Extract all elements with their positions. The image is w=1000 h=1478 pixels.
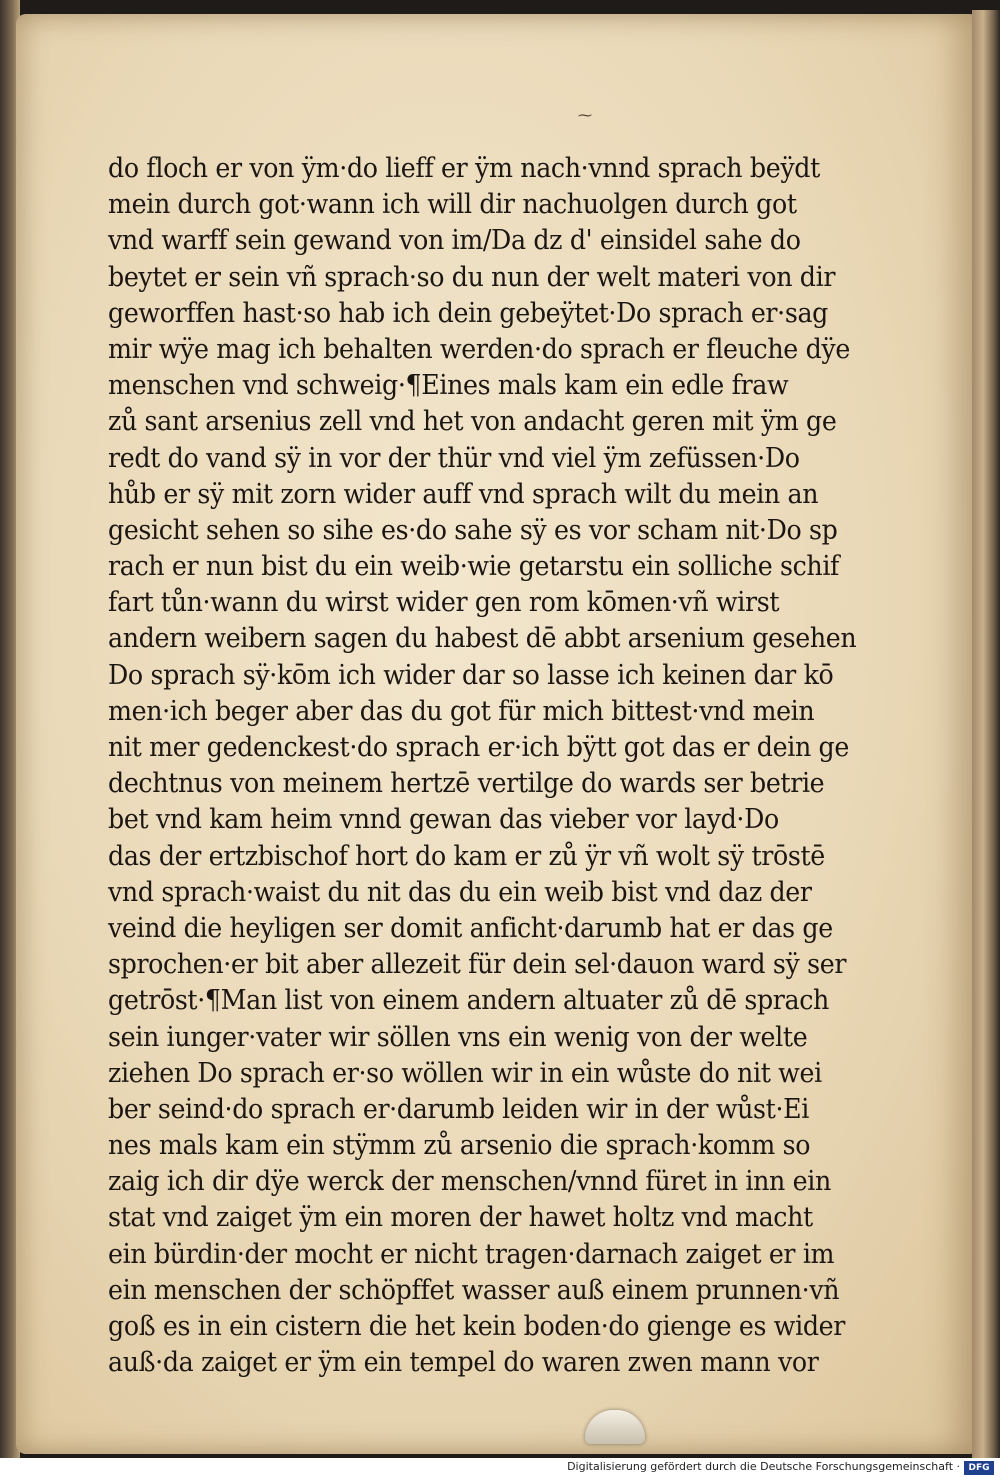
text-line: nit mer gedenckest·do sprach er·ich bÿtt got das er dein ge	[108, 731, 850, 763]
text-line: bet vnd kam heim vnnd gewan das vieber vor layd·Do	[108, 803, 779, 836]
text-line: nes mals kam ein stÿmm zů arsenio die sprach·komm so	[108, 1129, 811, 1162]
text-line: mein durch got·wann ich will dir nachuolgen durch got	[108, 188, 797, 221]
text-line: stat vnd zaiget ÿm ein moren der hawet holtz vnd macht	[108, 1201, 813, 1234]
text-line: geworffen hast·so hab ich dein gebeÿtet·Do sprach er·sag	[108, 296, 828, 329]
text-line: beytet er sein vñ sprach·so du nun der welt materi von dir	[108, 260, 836, 293]
ornament-mark: ⁓	[578, 108, 592, 124]
text-line: ber seind·do sprach er·darumb leiden wir in der wůst·Ei	[108, 1092, 809, 1125]
text-line: getrōst·¶Man list von einem andern altuater zů dē sprach	[108, 984, 829, 1017]
text-line: ziehen Do sprach er·so wöllen wir in ein wůste do nit wei	[108, 1056, 822, 1089]
text-line: vnd sprach·waist du nit das du ein weib bist vnd daz der	[108, 875, 812, 908]
text-line: Do sprach sÿ·kōm ich wider dar so lasse ich keinen dar kō	[108, 658, 834, 691]
text-line: gesicht sehen so sihe es·do sahe sÿ es vor scham nit·Do sp	[108, 513, 838, 546]
text-line: mir wÿe mag ich behalten werden·do sprach er fleuche dÿe	[108, 332, 850, 365]
text-line: ein menschen der schöpffet wasser auß einem prunnen·vñ	[108, 1273, 840, 1306]
text-line: menschen vnd schweig·¶Eines mals kam ein edle fraw	[108, 369, 789, 402]
text-line: das der ertzbischof hort do kam er zů ÿr vñ wolt sÿ trōstē	[108, 839, 825, 872]
text-line: veind die heyligen ser domit anficht·darumb hat er das ge	[108, 911, 833, 944]
text-line: sprochen·er bit aber allezeit für dein sel·dauon ward sÿ ser	[108, 948, 847, 981]
text-line: fart tůn·wann du wirst wider gen rom kōmen·vñ wirst	[108, 586, 780, 619]
text-line: do floch er von ÿm·do lieff er ÿm nach·vnnd sprach beÿdt	[108, 152, 820, 184]
funding-credit: Digitalisierung gefördert durch die Deutsche Forschungsgemeinschaft ·	[567, 1460, 960, 1473]
text-line: dechtnus von meinem hertzē vertilge do wards ser betrie	[108, 767, 825, 800]
text-line: goß es in ein cistern die het kein boden·do gienge es wider	[108, 1310, 845, 1342]
text-line: men·ich beger aber das du got für mich bittest·vnd mein	[108, 694, 815, 727]
show-through-text	[170, 100, 590, 140]
text-line: ein bürdin·der mocht er nicht tragen·darnach zaiget er im	[108, 1237, 835, 1270]
text-line: andern weibern sagen du habest dē abbt arsenium gesehen	[108, 622, 857, 655]
book-gutter	[972, 10, 1000, 1460]
body-text	[108, 150, 857, 1380]
text-line: sein iunger·vater wir söllen vns ein wenig von der welte	[108, 1020, 808, 1053]
text-line: vnd warff sein gewand von im/Da dz d' einsidel sahe do	[108, 224, 801, 257]
footer-bar	[0, 1458, 1000, 1478]
text-line: rach er nun bist du ein weib·wie getarstu ein solliche schif	[108, 550, 840, 583]
dfg-logo: DFG	[964, 1461, 994, 1475]
text-line: auß·da zaiget er ÿm ein tempel do waren zwen mann vor	[108, 1346, 819, 1379]
text-line: hůb er sÿ mit zorn wider auff vnd sprach wilt du mein an	[108, 477, 819, 510]
text-line: redt do vand sÿ in vor der thür vnd viel ÿm zefüssen·Do	[108, 441, 800, 474]
text-line: zaig ich dir dÿe werck der menschen/vnnd füret in inn ein	[108, 1165, 831, 1198]
text-line: zů sant arsenius zell vnd het von andacht geren mit ÿm ge	[108, 405, 837, 438]
